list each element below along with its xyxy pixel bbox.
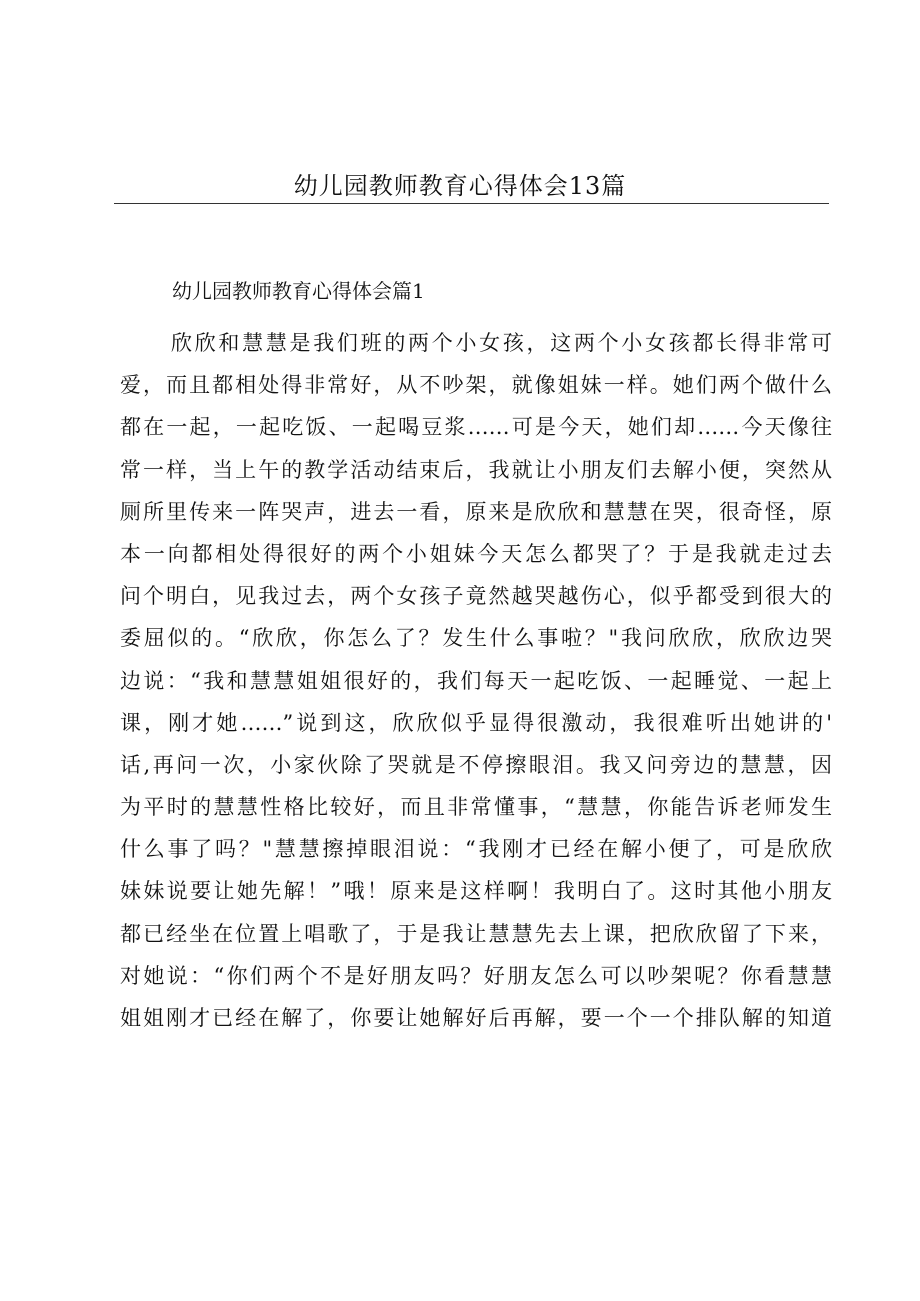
paragraph-line: 都在一起，一起吃饭、一起喝豆浆……可是今天，她们却……今天像往 xyxy=(120,415,832,440)
paragraph-line: 都已经坐在位置上唱歌了，于是我让慧慧先去上课，把欣欣留了下来， xyxy=(120,921,832,946)
paragraph-line: 妹妹说要让她先解！”哦！原来是这样啊！我明白了。这时其他小朋友 xyxy=(120,879,832,904)
paragraph-line: 什么事了吗？"慧慧擦掉眼泪说：“我刚才已经在解小便了，可是欣欣 xyxy=(120,837,832,862)
paragraph-line: 常一样，当上午的教学活动结束后，我就让小朋友们去解小便，突然从 xyxy=(120,457,832,482)
title-underline xyxy=(114,203,829,204)
body-paragraph xyxy=(120,322,832,1039)
paragraph-line: 问个明白，见我过去，两个女孩子竟然越哭越伤心，似乎都受到很大的 xyxy=(120,584,832,609)
paragraph-line: 为平时的慧慧性格比较好，而且非常懂事，“慧慧，你能告诉老师发生 xyxy=(120,795,832,820)
paragraph-line: 边说：“我和慧慧姐姐很好的，我们每天一起吃饭、一起睡觉、一起上 xyxy=(120,668,832,693)
paragraph-line: 本一向都相处得很好的两个小姐妹今天怎么都哭了？于是我就走过去 xyxy=(120,541,832,566)
paragraph-line: 委屈似的。“欣欣，你怎么了？发生什么事啦？"我问欣欣，欣欣边哭 xyxy=(120,626,832,651)
document-title: 幼儿园教师教育心得体会13篇 xyxy=(293,172,627,200)
paragraph-line: 课，刚才她……”说到这，欣欣似乎显得很激动，我很难听出她讲的' xyxy=(120,710,832,735)
paragraph-line: 姐姐刚才已经在解了，你要让她解好后再解，要一个一个排队解的知道 xyxy=(120,1006,832,1030)
paragraph-line: 话,再问一次，小家伙除了哭就是不停擦眼泪。我又问旁边的慧慧，因 xyxy=(120,752,832,777)
paragraph-line: 爱，而且都相处得非常好，从不吵架，就像姐妹一样。她们两个做什么 xyxy=(120,373,832,398)
paragraph-line: 欣欣和慧慧是我们班的两个小女孩，这两个小女孩都长得非常可 xyxy=(171,331,832,355)
paragraph-line: 厕所里传来一阵哭声，进去一看，原来是欣欣和慧慧在哭，很奇怪，原 xyxy=(120,499,832,524)
paragraph-line: 对她说：“你们两个不是好朋友吗？好朋友怎么可以吵架呢？你看慧慧 xyxy=(120,963,832,988)
section-heading: 幼儿园教师教育心得体会篇1 xyxy=(172,279,425,303)
